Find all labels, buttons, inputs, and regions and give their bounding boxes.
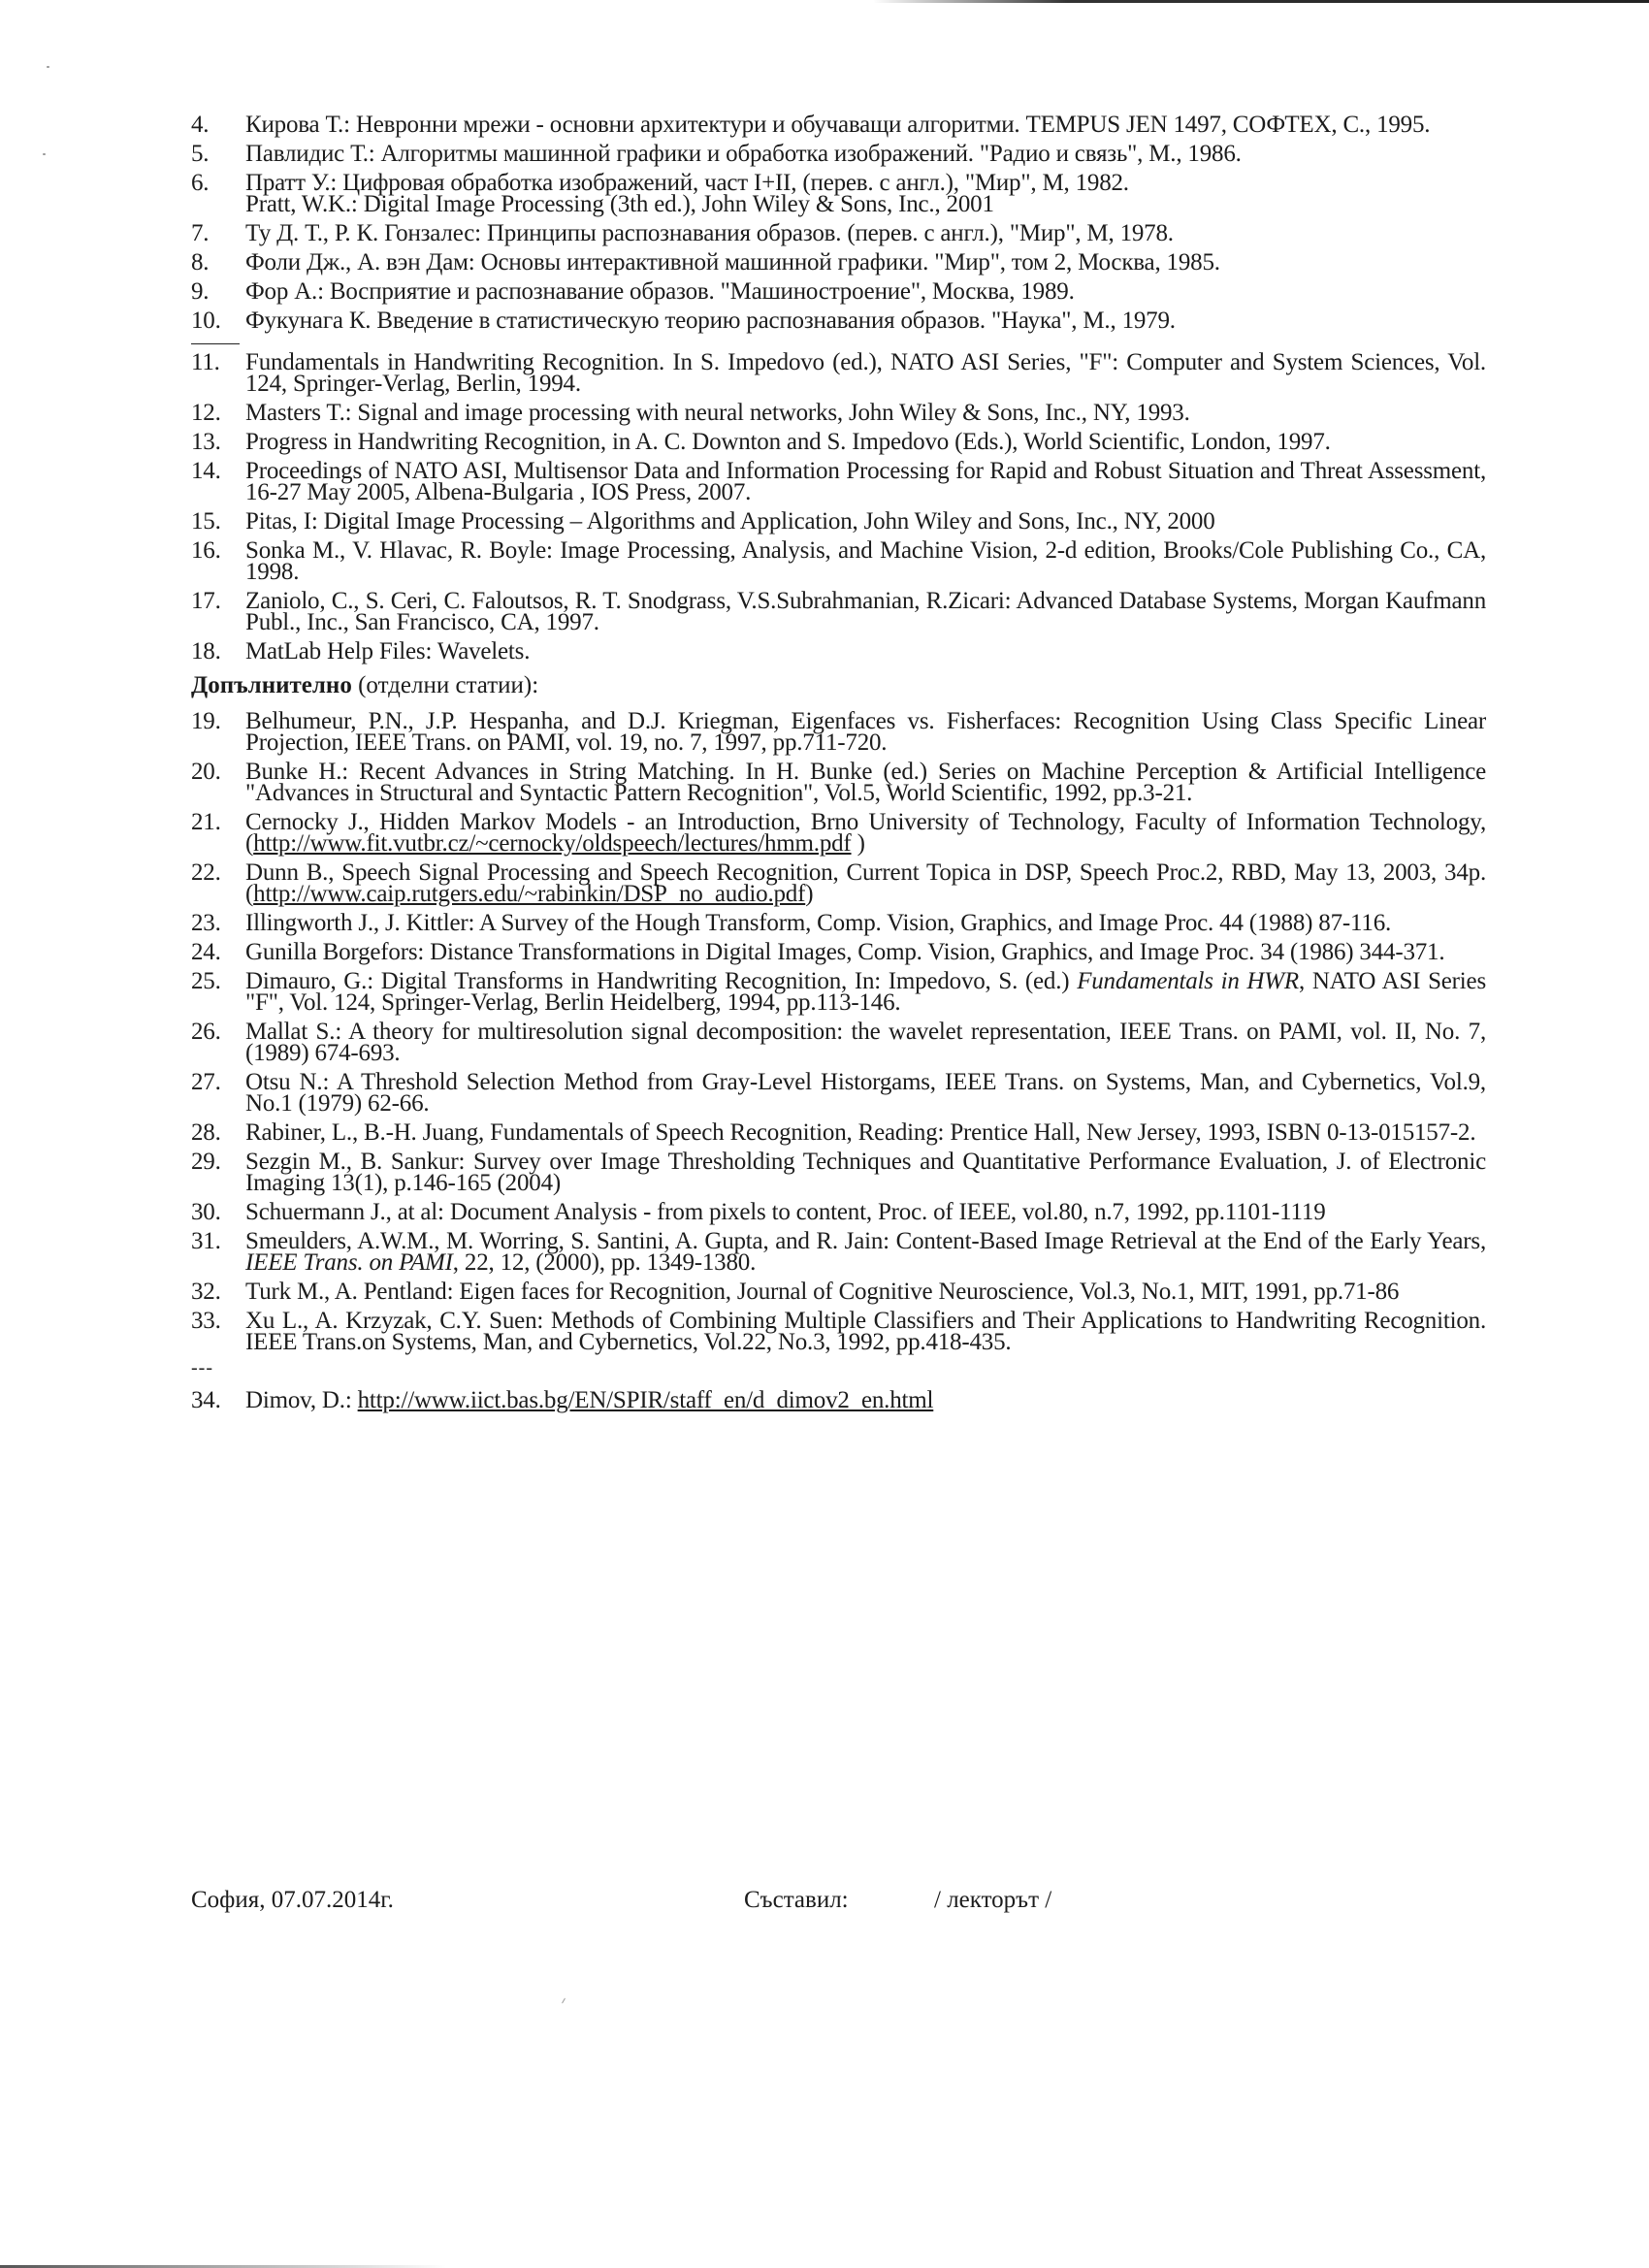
reference-text-tail: , NATO ASI Series "F", Vol. 124, Springer-Verlag, Berlin Heidelberg, 1994, pp.113-146. xyxy=(245,968,1486,1016)
reference-text-tail: ) xyxy=(851,830,865,857)
reference-text: Ту Д. Т., Р. К. Гонзалес: Принципы распознавания образов. (перев. с англ.), "Мир", М, 1978. xyxy=(245,220,1174,246)
reference-text: Dimov, D.: xyxy=(245,1387,358,1413)
reference-link[interactable]: http://www.fit.vutbr.cz/~cernocky/oldspeech/lectures/hmm.pdf xyxy=(253,830,852,857)
reference-number: 19. xyxy=(191,708,221,734)
reference-text: Schuermann J., at al: Document Analysis - from pixels to content, Proc. of IEEE, vol.80, n.7, 1992, pp.1101-1119 xyxy=(245,1199,1326,1225)
reference-text: Proceedings of NATO ASI, Multisensor Data and Information Processing for Rapid and Robust Situation and Threat Assessment, 16-27 May 2005, Albena-Bulgaria , IOS Press, 2007. xyxy=(245,458,1486,505)
reference-text: Progress in Handwriting Recognition, in A. C. Downton and S. Impedovo (Eds.), World Scientific, London, 1997. xyxy=(245,429,1331,455)
reference-number: 24. xyxy=(191,939,221,965)
reference-number: 14. xyxy=(191,458,221,484)
reference-link[interactable]: http://www.caip.rutgers.edu/~rabinkin/DSP_no_audio.pdf xyxy=(253,881,806,907)
reference-number: 30. xyxy=(191,1199,221,1225)
reference-number: 31. xyxy=(191,1228,221,1254)
reference-item xyxy=(191,170,1486,217)
reference-text-tail: ) xyxy=(805,881,814,907)
reference-text: Bunke H.: Recent Advances in String Matching. In H. Bunke (ed.) Series on Machine Perception & Artificial Intelligence "Advances in Structural and Syntactic Pattern Recognition", Vol.5, World Scientific, 1992, pp.3-21. xyxy=(245,759,1486,806)
reference-text: Xu L., A. Krzyzak, C.Y. Suen: Methods of Combining Multiple Classifiers and Their Applications to Handwriting Recognition. IEEE Trans.on Systems, Man, and Cybernetics, Vol.22, No.3, 1992, pp.418-435. xyxy=(245,1308,1486,1355)
reference-number: 11. xyxy=(191,349,220,375)
reference-number: 22. xyxy=(191,859,221,886)
reference-text: Illingworth J., J. Kittler: A Survey of the Hough Transform, Comp. Vision, Graphics, and Image Proc. 44 (1988) 87-116. xyxy=(245,910,1392,936)
reference-number: 23. xyxy=(191,910,221,936)
reference-number: 12. xyxy=(191,400,221,426)
scan-speck xyxy=(43,153,46,155)
reference-number: 13. xyxy=(191,429,221,455)
reference-item xyxy=(191,939,1486,965)
reference-number: 28. xyxy=(191,1119,221,1146)
reference-italic-title: IEEE Trans. on PAMI xyxy=(245,1249,453,1276)
reference-text: Masters T.: Signal and image processing with neural networks, John Wiley & Sons, Inc., NY, 1993. xyxy=(245,400,1190,426)
reference-item xyxy=(191,249,1486,275)
bibliography-page xyxy=(191,114,1486,1419)
reference-item xyxy=(191,537,1486,585)
reference-list-additional xyxy=(191,708,1486,1355)
reference-text: Gunilla Borgefors: Distance Transformations in Digital Images, Comp. Vision, Graphics, and Image Proc. 34 (1986) 344-371. xyxy=(245,939,1445,965)
reference-item xyxy=(191,1228,1486,1276)
reference-item xyxy=(191,910,1486,936)
reference-number: 8. xyxy=(191,249,210,275)
reference-item xyxy=(191,1119,1486,1146)
reference-number: 26. xyxy=(191,1019,221,1045)
reference-text: Dimauro, G.: Digital Transforms in Handwriting Recognition, In: Impedovo, S. (ed.) xyxy=(245,968,1078,994)
reference-text: Mallat S.: A theory for multiresolution signal decomposition: the wavelet representation, IEEE Trans. on PAMI, vol. II, No. 7, (1989) 674-693. xyxy=(245,1019,1486,1066)
reference-item xyxy=(191,1069,1486,1117)
reference-text: Rabiner, L., B.-H. Juang, Fundamentals of Speech Recognition, Reading: Prentice Hall, New Jersey, 1993, ISBN 0-13-015157-2. xyxy=(245,1119,1476,1146)
reference-text: Smeulders, A.W.M., M. Worring, S. Santini, A. Gupta, and R. Jain: Content-Based Image Retrieval at the End of the Early Years, xyxy=(245,1228,1486,1254)
reference-item xyxy=(191,859,1486,907)
separator-dashes: --- xyxy=(191,1357,213,1378)
additional-heading-rest: (отделни статии): xyxy=(351,672,539,698)
additional-heading xyxy=(191,672,1486,699)
reference-number: 9. xyxy=(191,278,210,305)
reference-item xyxy=(191,1199,1486,1225)
reference-text: Turk M., A. Pentland: Eigen faces for Recognition, Journal of Cognitive Neuroscience, Vol.3, No.1, MIT, 1991, pp.71-86 xyxy=(245,1279,1400,1305)
reference-item xyxy=(191,114,1486,136)
reference-text: Павлидис Т.: Алгоритмы машинной графики и обработка изображений. "Радио и связь", М., 1986. xyxy=(245,141,1242,167)
reference-number: 34. xyxy=(191,1387,221,1413)
reference-text: Фукунага К. Введение в статистическую теорию распознавания образов. "Наука", М., 1979. xyxy=(245,308,1176,334)
reference-number: 18. xyxy=(191,638,221,664)
reference-list-foreign xyxy=(191,349,1486,664)
reference-number: 32. xyxy=(191,1279,221,1305)
reference-item xyxy=(191,1281,1486,1303)
reference-text-tail: , 22, 12, (2000), pp. 1349-1380. xyxy=(452,1249,757,1276)
reference-number: 27. xyxy=(191,1069,221,1095)
reference-text: Zaniolo, C., S. Ceri, C. Faloutsos, R. T. Snodgrass, V.S.Subrahmanian, R.Zicari: Advanced Database Systems, Morgan Kaufmann Publ., Inc., San Francisco, CA, 1997. xyxy=(245,588,1486,635)
reference-number: 4. xyxy=(191,112,210,138)
reference-text: Cernocky J., Hidden Markov Models - an Introduction, Brno University of Technology, Faculty of Information Technology, ( xyxy=(245,809,1486,857)
reference-item xyxy=(191,429,1486,455)
reference-item xyxy=(191,458,1486,505)
reference-text: Dunn B., Speech Signal Processing and Speech Recognition, Current Topica in DSP, Speech Proc.2, RBD, May 13, 2003, 34p. ( xyxy=(245,859,1486,907)
reference-item xyxy=(191,708,1486,756)
scan-speck xyxy=(47,66,49,68)
reference-item xyxy=(191,638,1486,664)
reference-number: 20. xyxy=(191,759,221,785)
reference-number: 6. xyxy=(191,170,210,196)
reference-number: 5. xyxy=(191,141,210,167)
reference-text: Fundamentals in Handwriting Recognition. In S. Impedovo (ed.), NATO ASI Series, "F": Computer and System Sciences, Vol. 124, Springer-Verlag, Berlin, 1994. xyxy=(245,349,1486,397)
reference-text: Belhumeur, P.N., J.P. Hespanha, and D.J. Kriegman, Eigenfaces vs. Fisherfaces: Recognition Using Class Specific Linear Projection, IEEE Trans. on PAMI, vol. 19, no. 7, 1997, pp.711-720. xyxy=(245,708,1486,756)
lecturer-signature: / лекторът / xyxy=(934,1887,1052,1913)
reference-text: Pitas, I: Digital Image Processing – Algorithms and Application, John Wiley and Sons, Inc., NY, 2000 xyxy=(245,508,1215,535)
reference-list-web xyxy=(191,1387,1486,1413)
reference-item xyxy=(191,278,1486,305)
reference-number: 33. xyxy=(191,1308,221,1334)
reference-number: 21. xyxy=(191,809,221,835)
reference-item xyxy=(191,1151,1486,1194)
reference-text: Фор А.: Восприятие и распознавание образов. "Машиностроение", Москва, 1989. xyxy=(245,278,1075,305)
reference-item xyxy=(191,761,1486,804)
reference-text: Фоли Дж., А. вэн Дам: Основы интерактивной машинной графики. "Мир", том 2, Москва, 1985. xyxy=(245,249,1220,275)
reference-number: 29. xyxy=(191,1149,221,1175)
reference-item xyxy=(191,968,1486,1016)
place-date: София, 07.07.2014г. xyxy=(191,1887,394,1913)
compiled-by-label: Съставил: xyxy=(744,1887,849,1913)
reference-item xyxy=(191,1021,1486,1064)
reference-item xyxy=(191,809,1486,857)
scan-speck xyxy=(562,1998,566,2004)
scan-edge-top xyxy=(873,0,1649,3)
additional-heading-bold: Допълнително xyxy=(191,672,352,698)
reference-text: Sezgin M., B. Sankur: Survey over Image Thresholding Techniques and Quantitative Performance Evaluation, J. of Electronic Imaging 13(1), p.146-165 (2004) xyxy=(245,1149,1486,1196)
reference-text: Sonka M., V. Hlavac, R. Boyle: Image Processing, Analysis, and Machine Vision, 2-d edition, Brooks/Cole Publishing Co., CA, 1998. xyxy=(245,537,1486,585)
reference-link[interactable]: http://www.iict.bas.bg/EN/SPIR/staff_en/d_dimov2_en.html xyxy=(357,1387,934,1413)
reference-italic-title: Fundamentals in HWR xyxy=(1077,968,1299,994)
reference-number: 15. xyxy=(191,508,221,535)
reference-alt-edition: Pratt, W.K.: Digital Image Processing (3th ed.), John Wiley & Sons, Inc., 2001 xyxy=(245,191,994,217)
reference-number: 17. xyxy=(191,588,221,614)
reference-list-main xyxy=(191,114,1486,332)
reference-item xyxy=(191,508,1486,535)
reference-number: 16. xyxy=(191,537,221,564)
reference-number: 7. xyxy=(191,220,210,246)
reference-text: Otsu N.: A Threshold Selection Method from Gray-Level Historgams, IEEE Trans. on Systems, Man, and Cybernetics, Vol.9, No.1 (1979) 62-66. xyxy=(245,1069,1486,1117)
reference-number: 10. xyxy=(191,308,221,334)
reference-text: Кирова Т.: Невронни мрежи - основни архитектури и обучаващи алгоритми. TEMPUS JEN 1497, СОФТЕХ, С., 1995. xyxy=(245,112,1431,138)
reference-number: 25. xyxy=(191,968,221,994)
reference-text: Пратт У.: Цифровая обработка изображений, част I+II, (перев. с англ.), "Мир", М, 1982. xyxy=(245,170,1129,196)
reference-item xyxy=(191,220,1486,246)
reference-item xyxy=(191,400,1486,426)
reference-item xyxy=(191,141,1486,167)
reference-item xyxy=(191,310,1486,332)
reference-item xyxy=(191,1308,1486,1355)
reference-item xyxy=(191,588,1486,635)
reference-item xyxy=(191,349,1486,397)
reference-item xyxy=(191,1387,1486,1413)
reference-text: MatLab Help Files: Wavelets. xyxy=(245,638,531,664)
section-rule xyxy=(191,343,240,344)
